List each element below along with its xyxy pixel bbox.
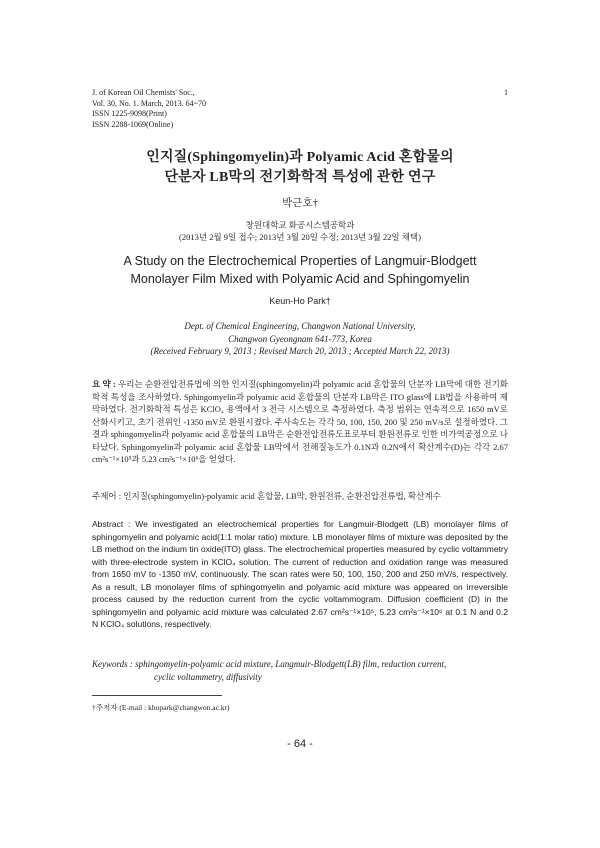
- keywords-label: Keywords :: [92, 659, 133, 669]
- korean-affiliation: [0, 219, 600, 243]
- english-abstract: Abstract : We investigated an electrochemical properties for Langmuir-Blodgett (LB) monolayer films of sphingomyelin and polyamic acid(1:1 molar ratio) mixture. LB monolayer films of mixture was deposited by the LB method on the indium tin oxide(ITO) glass. The electrochemical properties measured by cyclic voltammetry with three-electrode system in KClO₄ solution. The current of reduction and oxidation range was measured from 1650 mV to -1350 mV, continuously. The scan rates were 50, 100, 150, 200 and 250 mV/s, respectively. As a result, LB monolayer films of sphingomyelin and polyamic acid mixture was appeared on irreversible process caused by the reduction current from the cyclic voltammogram. Diffusion coefficient (D) in the sphingomyelin and polyamic acid mixture was calculated 2.67 cm²s⁻¹×10⁵, 5.23 cm²s⁻¹×10⁶ at 0.1 N and 0.2 N KClO₄ solutions, respectively.: [92, 519, 508, 629]
- affiliation-line: Dept. of Chemical Engineering, Changwon National University,: [184, 321, 416, 331]
- journal-line: ISSN 1225-9098(Print): [92, 109, 167, 118]
- korean-keywords: 주제어 : 인지질(sphingomyelin)-polyamic acid 혼합물, LB막, 환원전류, 순환전압전류법, 확산계수: [92, 491, 441, 501]
- affiliation-text: 창원대학교 화공시스템공학과: [245, 220, 355, 230]
- korean-abstract-text: 우리는 순환전압전류법에 의한 인지질(sphingomyelin)과 polyamic acid 혼합물의 단분자 LB막에 대한 전기화학적 특성을 조사하였다. Sphingomyelin과 polyamic acid 혼합물의 단분자 LB막은 ITO glass에 LB법을 사용하여 제막하였다. 전기화학적 특성은 KClO₄ 용액에서 3 전극 시스템으로 측정하였다. 측정 범위는 연속적으로 1650 mV로 산화시키고, 초기 전위인 -1350 mV로 환원시켰다. 주사속도는 각각 50, 100, 150, 200 및 250 mV/s로 설정하였다. 그 결과 sphingomyelin과 polyamic acid 혼합물의 LB막은 순환전압전류도표로부터 환원전류로 인한 비가역공정으로 나타났다. Sphingomyelin과 polyamic acid 혼합물 LB막에서 전해질농도가 0.1N과 0.2N에서 확산계수(D)는 각각 2.67 cm²s⁻¹×10⁵과 5.23 cm²s⁻¹×10⁶을 얻었다.: [92, 379, 508, 464]
- korean-title-line: 단분자 LB막의 전기화학적 특성에 관한 연구: [164, 170, 436, 185]
- bottom-page-number: - 64 -: [287, 738, 313, 750]
- journal-line: ISSN 2288-1069(Online): [92, 119, 174, 129]
- top-page-number: 1: [504, 88, 508, 97]
- korean-title: [0, 148, 600, 188]
- journal-line: J. of Korean Oil Chemists' Soc.,: [92, 88, 195, 97]
- dates-text: (2013년 2월 9일 접수; 2013년 3월 20일 수정; 2013년 3월 22일 채택): [179, 232, 421, 242]
- affiliation-line: Changwon Gyeongnam 641-773, Korea: [228, 333, 372, 344]
- journal-line: Vol. 30, No. 1. March, 2013. 64~70: [92, 98, 206, 108]
- keywords-line: sphingomyelin-polyamic acid mixture, Langmuir-Blodgett(LB) film, reduction current,: [135, 659, 447, 669]
- korean-title-line: 인지질(Sphingomyelin)과 Polyamic Acid 혼합물의: [146, 150, 454, 165]
- journal-info: [92, 88, 206, 130]
- korean-abstract-label: 요 약 :: [92, 379, 116, 389]
- footnote: †주저자 (E-mail : khopark@changwon.ac.kr): [92, 703, 230, 712]
- english-title-line: Monolayer Film Mixed with Polyamic Acid and Sphingomyelin: [130, 272, 470, 286]
- english-title: [0, 252, 600, 288]
- english-affiliation: [0, 320, 600, 358]
- english-title-line: A Study on the Electrochemical Properties of Langmuir-Blodgett: [123, 254, 477, 268]
- korean-author: 박근호†: [282, 198, 318, 209]
- keywords-line: cyclic voltammetry, diffusivity: [154, 672, 262, 682]
- english-author: Keun-Ho Park†: [269, 296, 331, 306]
- footnote-divider: [92, 695, 222, 696]
- english-keywords: [92, 658, 508, 684]
- korean-abstract: [92, 378, 508, 466]
- received-dates: (Received February 9, 2013 ; Revised March 20, 2013 ; Accepted March 22, 2013): [150, 346, 450, 356]
